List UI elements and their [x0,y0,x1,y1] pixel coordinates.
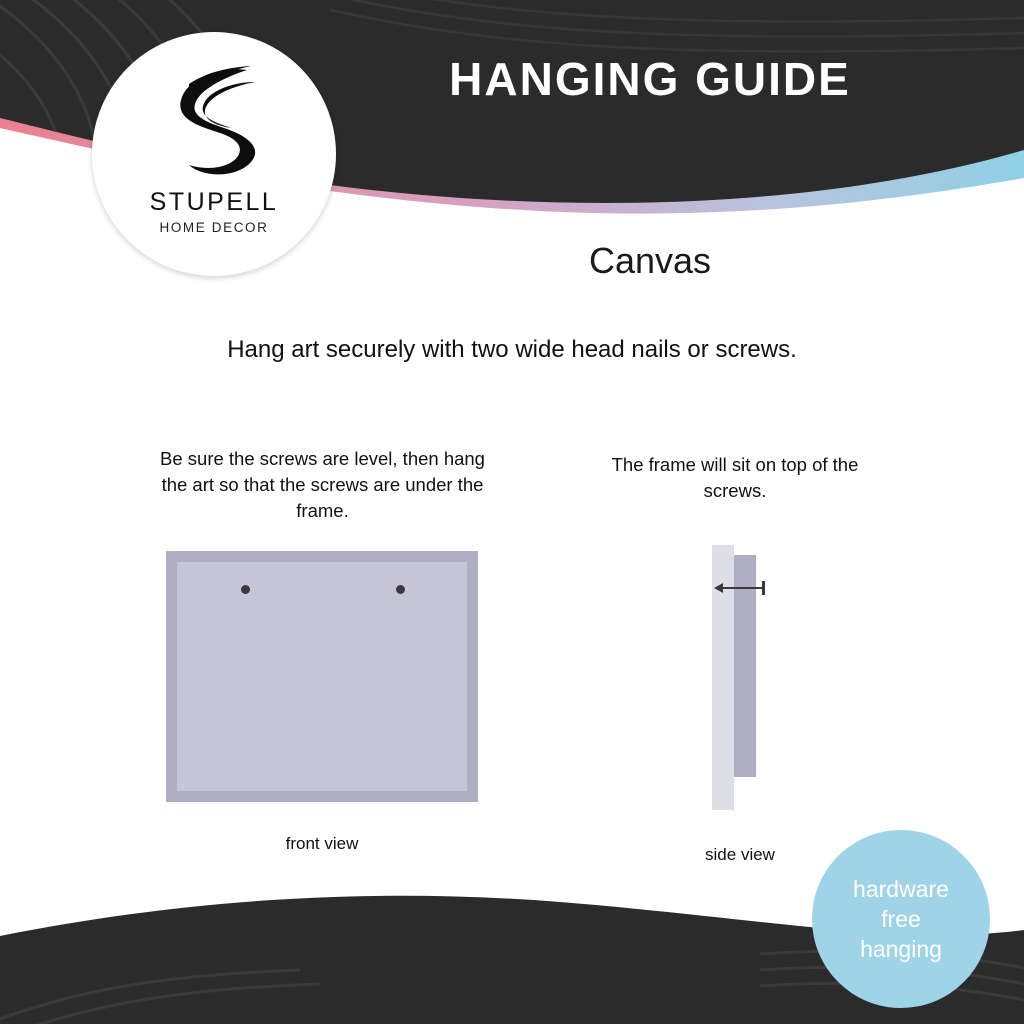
side-view-note: The frame will sit on top of the screws. [611,454,859,501]
nail-shaft-icon [716,587,764,589]
lead-instruction: Hang art securely with two wide head nails or screws. [227,336,797,363]
brand-logo-badge [92,32,336,276]
brand-tagline: HOME DECOR [159,220,269,235]
front-view-note: Be sure the screws are level, then hang the art so that the screws are under the frame. [160,448,485,521]
canvas-face [177,562,467,791]
product-type-label: Canvas [588,240,712,281]
screw-left-icon [241,585,250,594]
nail-tip-icon [714,583,723,593]
front-view-label: front view [285,834,359,853]
front-view-diagram [166,551,478,802]
badge-line-1: hardware [853,876,949,902]
badge-line-2: free [881,906,921,932]
brand-name: STUPELL [149,188,279,216]
page-title: HANGING GUIDE [449,53,851,105]
screw-right-icon [396,585,405,594]
side-view-label: side view [705,845,775,864]
stupell-swirl-logo-icon [159,64,269,182]
hardware-free-badge [812,830,990,1008]
nail-head-icon [762,581,765,595]
side-view-diagram [700,545,780,810]
badge-line-3: hanging [860,936,942,962]
